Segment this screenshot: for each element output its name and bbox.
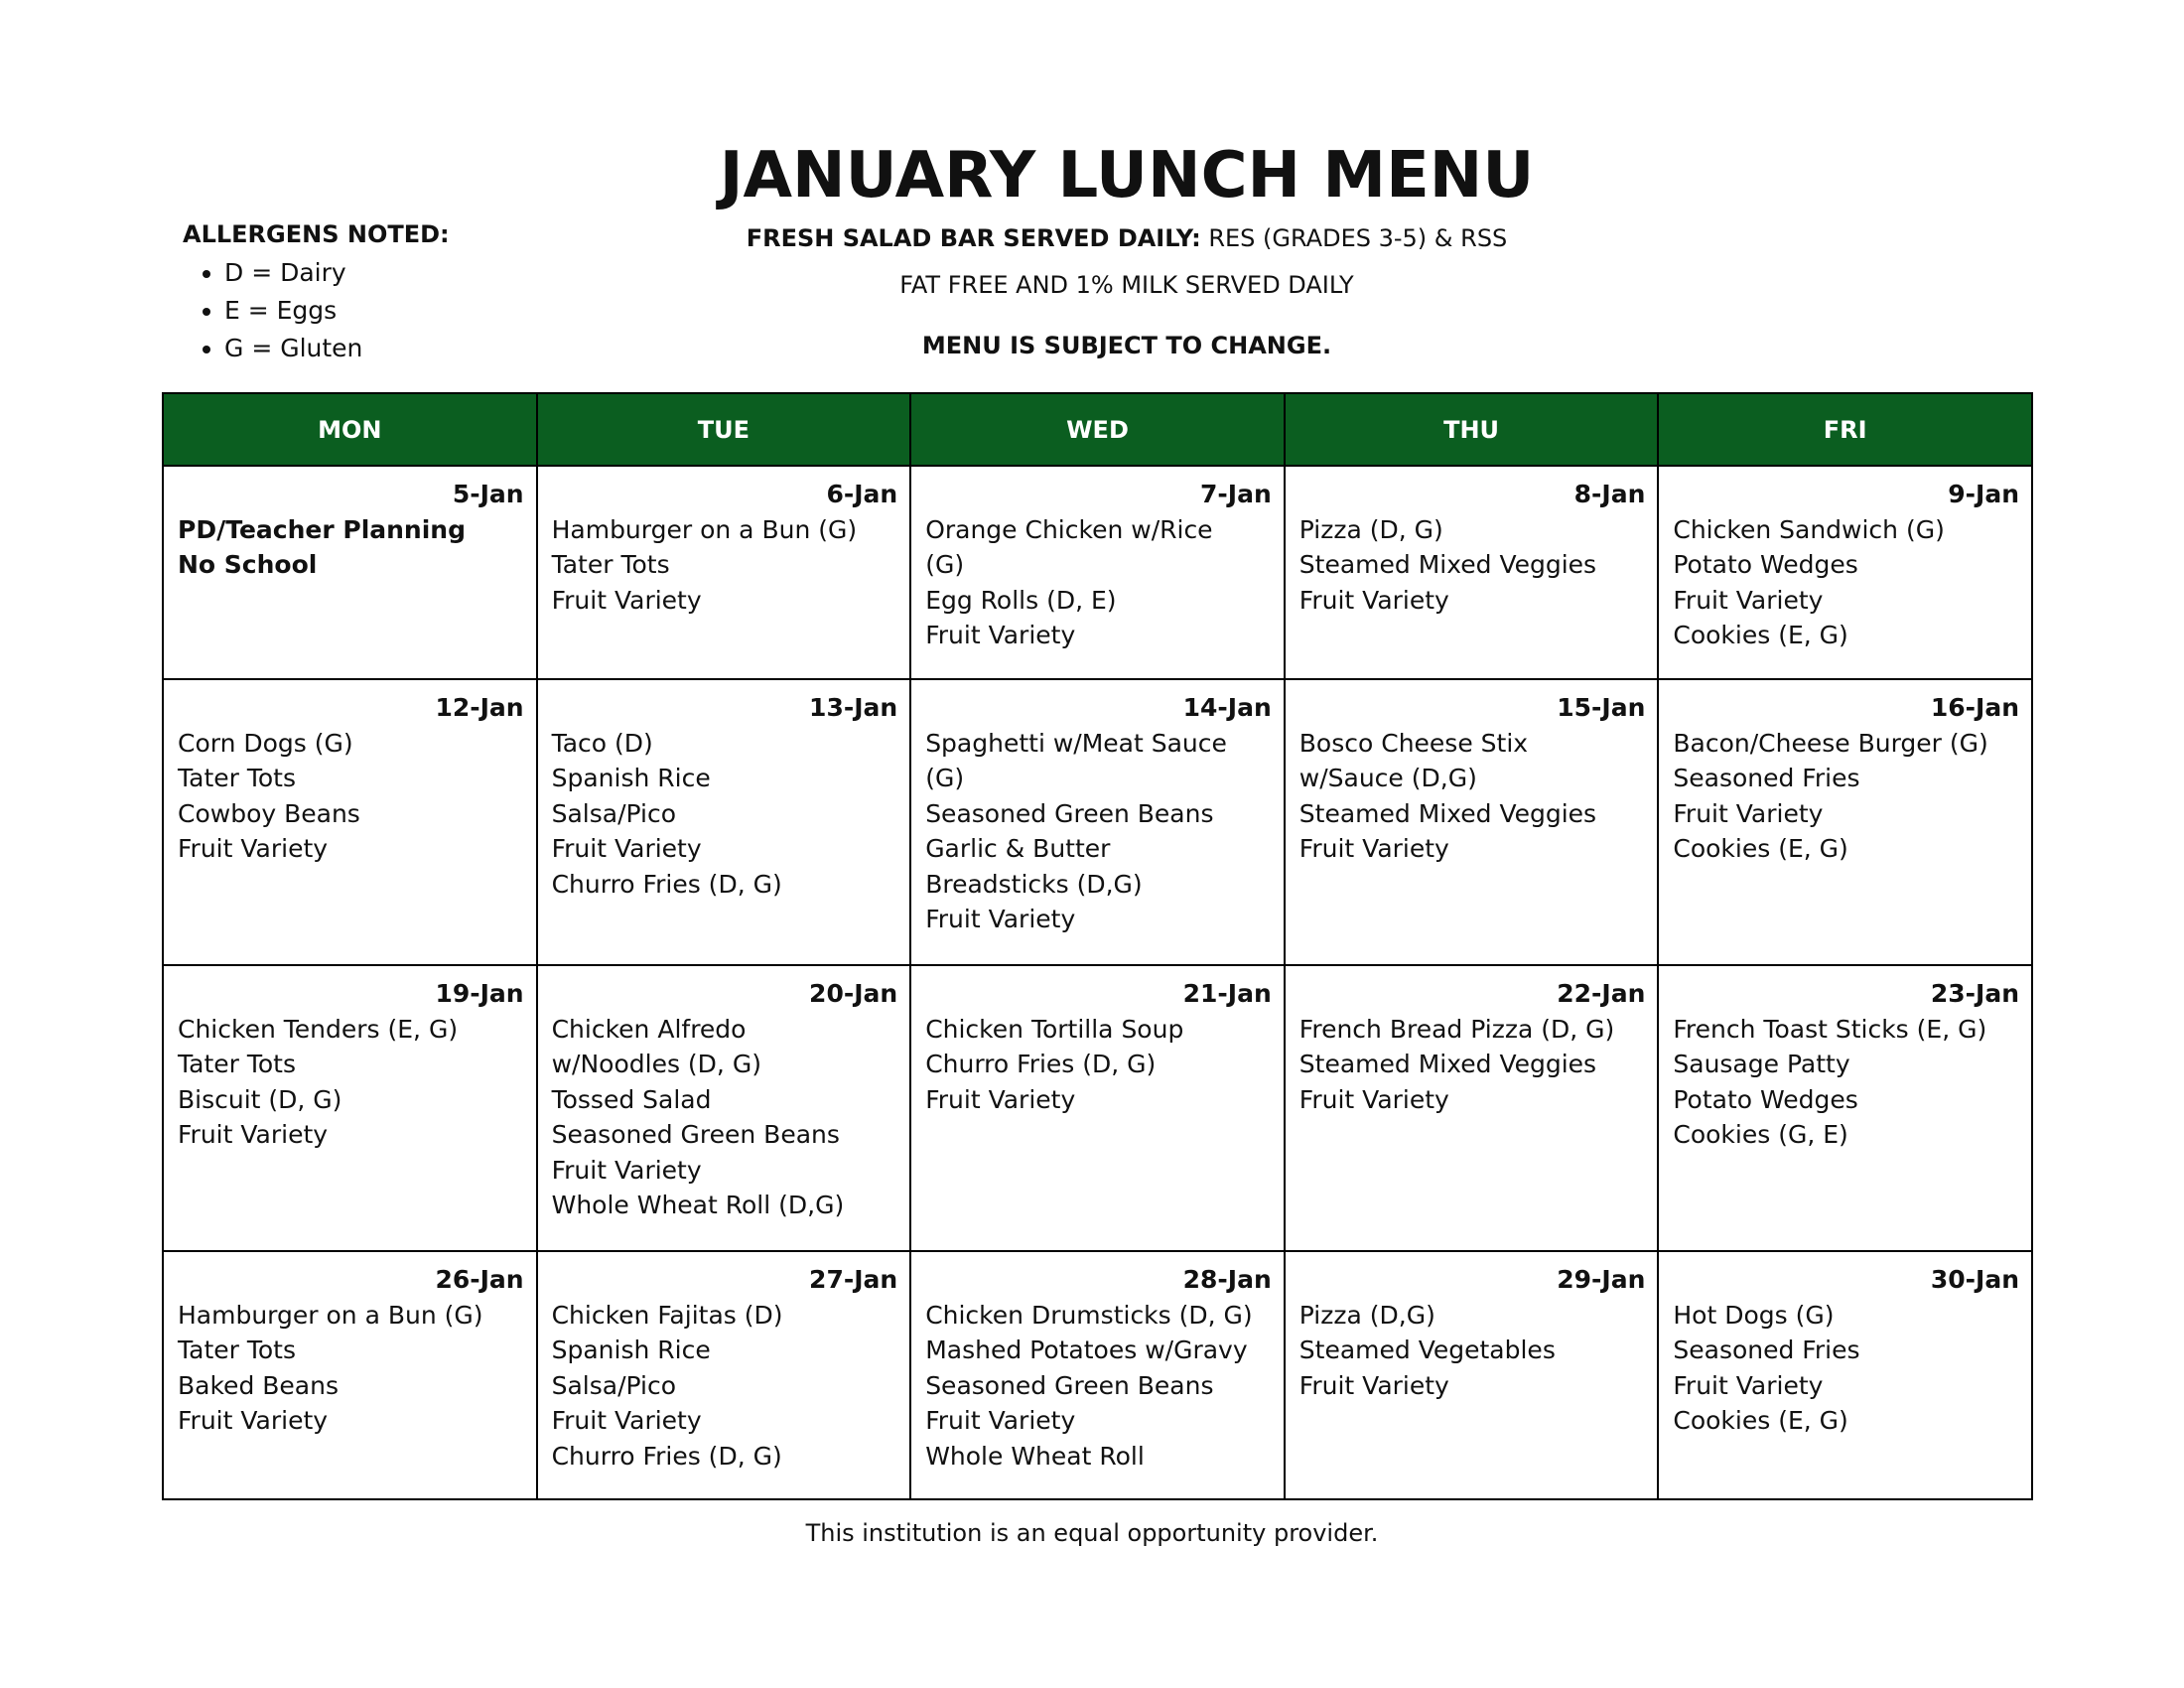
menu-item: w/Sauce (D,G) [1298, 764, 1477, 792]
day-date: 12-Jan [435, 693, 524, 722]
milk-notice: FAT FREE AND 1% MILK SERVED DAILY [899, 271, 1354, 299]
menu-item: Steamed Mixed Veggies [1298, 798, 1597, 828]
day-date: 6-Jan [826, 480, 898, 508]
menu-item: Fruit Variety [925, 1084, 1076, 1114]
menu-item: PD/Teacher Planning [178, 514, 466, 544]
menu-item: Tossed Salad [551, 1084, 712, 1114]
menu-item: Fruit Variety [925, 1406, 1076, 1435]
day-date: 15-Jan [1557, 693, 1646, 722]
allergen-item-dairy: • D = Dairy [224, 254, 450, 292]
weekday-header-tue: TUE [537, 393, 911, 466]
week-row [163, 679, 2032, 965]
day-cell [1658, 1251, 2032, 1499]
menu-item: Seasoned Fries [1673, 764, 1860, 792]
menu-item: Chicken Fajitas (D) [551, 1300, 783, 1330]
day-cell [910, 466, 1285, 679]
allergen-item-eggs: • E = Eggs [224, 292, 450, 330]
menu-item: Fruit Variety [551, 585, 702, 615]
menu-item: Garlic & Butter [925, 834, 1111, 863]
menu-item: Fruit Variety [925, 905, 1076, 933]
menu-item: Cookies (E, G) [1673, 834, 1848, 863]
menu-item: Salsa/Pico [551, 798, 677, 828]
menu-item: French Bread Pizza (D, G) [1298, 1014, 1615, 1044]
menu-item: Hot Dogs (G) [1673, 1300, 1835, 1330]
week-row [163, 1251, 2032, 1499]
menu-item: Fruit Variety [551, 1406, 702, 1435]
page-title: JANUARY LUNCH MENU [719, 139, 1535, 212]
menu-item: Chicken Tortilla Soup [925, 1014, 1184, 1044]
day-cell [910, 965, 1285, 1251]
day-cell [537, 965, 911, 1251]
allergens-title: ALLERGENS NOTED: [183, 220, 450, 248]
menu-item: Fruit Variety [178, 1120, 329, 1149]
menu-item: French Toast Sticks (E, G) [1673, 1014, 1987, 1044]
day-cell [537, 466, 911, 679]
day-cell [163, 1251, 537, 1499]
menu-item: Bosco Cheese Stix [1298, 728, 1529, 758]
day-cell [1285, 965, 1659, 1251]
footer-statement: This institution is an equal opportunity provider. [805, 1519, 1379, 1547]
day-cell [163, 965, 537, 1251]
menu-item: Hamburger on a Bun (G) [551, 514, 858, 544]
menu-item: Bacon/Cheese Burger (G) [1673, 728, 1988, 758]
menu-item: Fruit Variety [551, 1155, 702, 1185]
allergen-item-gluten: • G = Gluten [224, 330, 450, 367]
menu-item: Churro Fries (D, G) [551, 869, 782, 899]
menu-item: Pizza (D,G) [1298, 1300, 1435, 1330]
menu-item: Fruit Variety [925, 621, 1076, 649]
day-cell [537, 1251, 911, 1499]
weekday-header-mon: MON [163, 393, 537, 466]
salad-bar-schools: RES (GRADES 3-5) & RSS [1200, 224, 1508, 252]
day-cell [1658, 965, 2032, 1251]
menu-item: Breadsticks (D,G) [925, 869, 1143, 899]
day-date: 28-Jan [1182, 1265, 1272, 1294]
weekday-header-fri: FRI [1658, 393, 2032, 466]
menu-item: Tater Tots [178, 1336, 297, 1364]
menu-item: Cookies (E, G) [1673, 621, 1848, 649]
day-date: 7-Jan [1200, 480, 1272, 508]
weekday-header-wed: WED [910, 393, 1285, 466]
allergens-list [183, 254, 450, 367]
day-date: 5-Jan [452, 480, 524, 508]
menu-item: Egg Rolls (D, E) [925, 585, 1117, 615]
menu-item: Chicken Sandwich (G) [1673, 514, 1945, 544]
menu-item: Seasoned Green Beans [925, 798, 1214, 828]
menu-change-notice: MENU IS SUBJECT TO CHANGE. [921, 332, 1332, 359]
day-date: 9-Jan [1948, 480, 2019, 508]
day-cell [910, 679, 1285, 965]
day-date: 16-Jan [1930, 693, 2019, 722]
day-date: 30-Jan [1930, 1265, 2019, 1294]
day-date: 22-Jan [1557, 979, 1646, 1008]
menu-item: Taco (D) [551, 728, 653, 758]
menu-item: Whole Wheat Roll (D,G) [551, 1191, 845, 1219]
menu-item: Fruit Variety [1298, 585, 1449, 615]
day-date: 8-Jan [1573, 480, 1646, 508]
menu-item: Spaghetti w/Meat Sauce [925, 728, 1227, 758]
menu-body [163, 466, 2032, 1499]
day-cell [537, 679, 911, 965]
week-row [163, 965, 2032, 1251]
day-date: 19-Jan [435, 979, 524, 1008]
day-date: 13-Jan [809, 693, 898, 722]
menu-item: Potato Wedges [1673, 1084, 1858, 1114]
salad-bar-label: FRESH SALAD BAR SERVED DAILY: [746, 224, 1201, 252]
menu-item: Spanish Rice [551, 764, 711, 792]
menu-item: Potato Wedges [1673, 550, 1858, 579]
week-row [163, 466, 2032, 679]
day-cell [910, 1251, 1285, 1499]
day-cell [1285, 1251, 1659, 1499]
day-cell [163, 466, 537, 679]
day-date: 20-Jan [809, 979, 898, 1008]
menu-item: w/Noodles (D, G) [551, 1050, 761, 1078]
day-cell [1285, 466, 1659, 679]
menu-item: Cookies (G, E) [1673, 1120, 1848, 1149]
menu-item: Steamed Mixed Veggies [1298, 550, 1597, 579]
menu-item: Seasoned Fries [1673, 1336, 1860, 1364]
day-cell [163, 679, 537, 965]
menu-item: Orange Chicken w/Rice [925, 514, 1213, 544]
menu-item: Cookies (E, G) [1673, 1406, 1848, 1435]
menu-item: Whole Wheat Roll [925, 1441, 1145, 1471]
day-date: 14-Jan [1182, 693, 1272, 722]
menu-item: Corn Dogs (G) [178, 728, 353, 758]
menu-item: Steamed Vegetables [1298, 1336, 1556, 1364]
menu-item: Fruit Variety [1298, 834, 1449, 863]
menu-table [162, 392, 2033, 1500]
menu-item: Fruit Variety [1298, 1084, 1449, 1114]
day-cell [1658, 679, 2032, 965]
menu-item: Fruit Variety [551, 834, 702, 863]
menu-item: Fruit Variety [178, 834, 329, 863]
menu-item: Spanish Rice [551, 1336, 711, 1364]
menu-item: Seasoned Green Beans [551, 1120, 840, 1149]
menu-item: Steamed Mixed Veggies [1298, 1050, 1597, 1078]
menu-item: Hamburger on a Bun (G) [178, 1300, 483, 1330]
menu-item: Tater Tots [551, 550, 670, 579]
menu-item: Mashed Potatoes w/Gravy [925, 1336, 1248, 1364]
menu-item: Churro Fries (D, G) [925, 1050, 1157, 1078]
day-date: 26-Jan [435, 1265, 524, 1294]
menu-item: Churro Fries (D, G) [551, 1441, 782, 1471]
menu-item: Fruit Variety [1673, 798, 1824, 828]
allergens-legend [183, 220, 450, 367]
menu-item: Chicken Tenders (E, G) [178, 1014, 459, 1044]
day-date: 21-Jan [1182, 979, 1272, 1008]
menu-item: Fruit Variety [1673, 585, 1824, 615]
menu-item: Chicken Alfredo [551, 1014, 747, 1044]
menu-item: (G) [925, 764, 965, 792]
menu-item: Chicken Drumsticks (D, G) [925, 1300, 1253, 1330]
menu-item: Fruit Variety [1298, 1370, 1449, 1400]
menu-item: Tater Tots [178, 764, 297, 792]
menu-item: Tater Tots [178, 1050, 297, 1078]
menu-item: Baked Beans [178, 1370, 339, 1400]
menu-item: Cowboy Beans [178, 798, 360, 828]
menu-item: Sausage Patty [1673, 1050, 1850, 1078]
menu-item: Salsa/Pico [551, 1370, 677, 1400]
weekday-header-thu: THU [1285, 393, 1659, 466]
menu-item: Fruit Variety [1673, 1370, 1824, 1400]
menu-item: (G) [925, 550, 965, 579]
day-date: 27-Jan [809, 1265, 898, 1294]
menu-item: Seasoned Green Beans [925, 1370, 1214, 1400]
day-date: 23-Jan [1930, 979, 2019, 1008]
day-cell [1285, 679, 1659, 965]
menu-item: Fruit Variety [178, 1406, 329, 1435]
menu-item: No School [178, 550, 318, 579]
day-cell [1658, 466, 2032, 679]
day-date: 29-Jan [1557, 1265, 1646, 1294]
menu-item: Biscuit (D, G) [178, 1084, 342, 1114]
menu-item: Pizza (D, G) [1298, 514, 1443, 544]
weekday-header-row [163, 393, 2032, 466]
